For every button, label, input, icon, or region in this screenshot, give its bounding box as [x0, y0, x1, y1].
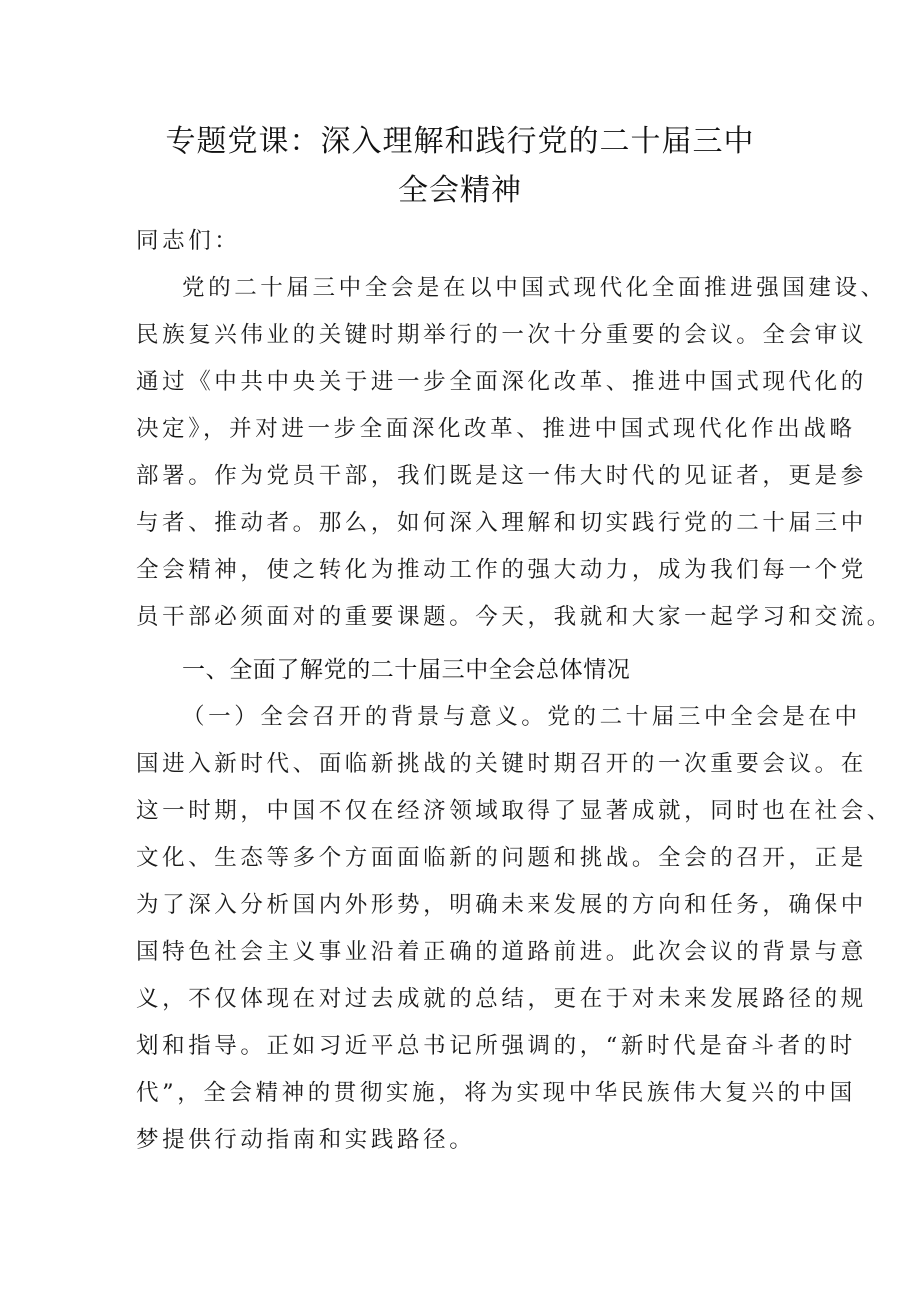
paragraph-1-line: 员干部必须面对的重要课题。今天，我就和大家一起学习和交流。	[136, 604, 893, 630]
paragraph-2-line: （一）全会召开的背景与意义。党的二十届三中全会是在中	[182, 704, 861, 730]
paragraph-2-line: 国进入新时代、面临新挑战的关键时期召开的一次重要会议。在	[136, 751, 867, 777]
paragraph-2-line: 国特色社会主义事业沿着正确的道路前进。此次会议的背景与意	[136, 939, 867, 965]
paragraph-2-line: 代”，全会精神的贯彻实施，将为实现中华民族伟大复兴的中国	[136, 1080, 856, 1106]
paragraph-1-line: 民族复兴伟业的关键时期举行的一次十分重要的会议。全会审议	[136, 322, 867, 348]
salutation: 同志们：	[136, 228, 241, 254]
paragraph-2-line: 文化、生态等多个方面面临新的问题和挑战。全会的召开，正是	[136, 845, 867, 871]
document-title-line-1: 专题党课：深入理解和践行党的二十届三中	[165, 124, 755, 159]
paragraph-2-line: 划和指导。正如习近平总书记所强调的，“新时代是奋斗者的时	[136, 1033, 856, 1059]
paragraph-1-line: 部署。作为党员干部，我们既是这一伟大时代的见证者，更是参	[136, 463, 867, 489]
paragraph-2-line: 这一时期，中国不仅在经济领域取得了显著成就，同时也在社会、	[136, 798, 893, 824]
section-1-heading: 一、全面了解党的二十届三中全会总体情况	[182, 657, 631, 683]
paragraph-1-line: 全会精神，使之转化为推动工作的强大动力，成为我们每一个党	[136, 557, 867, 583]
paragraph-2-line: 梦提供行动指南和实践路径。	[136, 1127, 476, 1153]
paragraph-2-line: 为了深入分析国内外形势，明确未来发展的方向和任务，确保中	[136, 892, 867, 918]
paragraph-1-line: 通过《中共中央关于进一步全面深化改革、推进中国式现代化的	[136, 369, 867, 395]
paragraph-2-line: 义，不仅体现在对过去成就的总结，更在于对未来发展路径的规	[136, 986, 867, 1012]
document-title-line-2: 全会精神	[398, 173, 522, 208]
paragraph-1-line: 决定》，并对进一步全面深化改革、推进中国式现代化作出战略	[136, 416, 856, 442]
paragraph-1-line: 与者、推动者。那么，如何深入理解和切实践行党的二十届三中	[136, 510, 867, 536]
paragraph-1-line: 党的二十届三中全会是在以中国式现代化全面推进强国建设、	[182, 275, 887, 301]
